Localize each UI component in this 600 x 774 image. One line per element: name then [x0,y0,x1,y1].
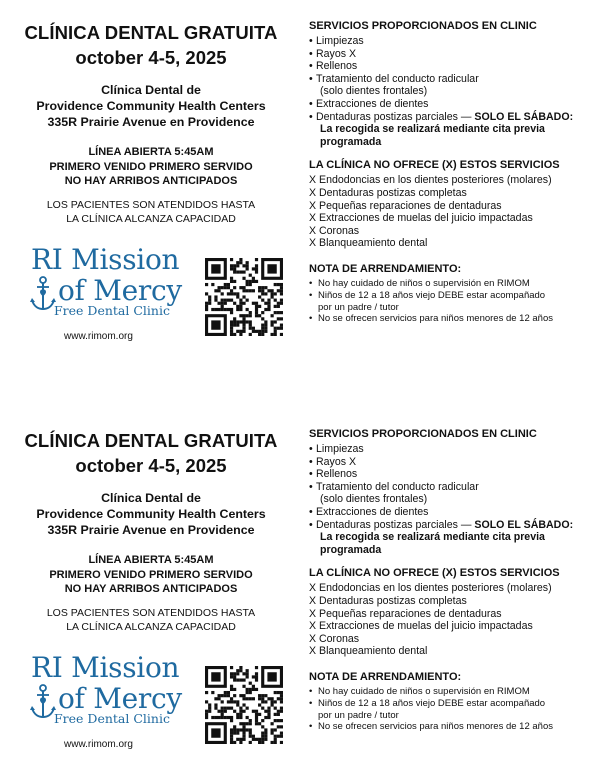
list-item: • Tratamiento del conducto radicular (solo dientes frontales) [309,481,599,506]
address-line: Providence Community Health Centers [36,99,266,113]
list-item: • Rayos X [309,456,599,469]
rimom-logo [28,243,188,321]
list-item: • Dentaduras postizas parciales — SOLO EL SÁBADO: La recogida se realizará mediante cita previa programada [309,111,599,149]
notes-list [309,278,599,325]
clinic-hours [0,553,302,597]
clinic-title: CLÍNICA DENTAL GRATUITA [24,22,278,43]
notes-title: NOTA DE ARRENDAMIENTO: [309,670,462,683]
not-offered-title: LA CLÍNICA NO OFRECE (X) ESTOS SERVICIOS [309,159,560,172]
address-line: 335R Prairie Avenue en Providence [47,115,255,129]
hours-line: PRIMERO VENIDO PRIMERO SERVIDO [49,568,253,581]
list-item: • Extracciones de dientes [309,98,599,111]
not-offered-title: LA CLÍNICA NO OFRECE (X) ESTOS SERVICIOS [309,567,560,580]
list-item: • Niños de 12 a 18 años viejo DEBE estar acompañado por un padre / tutor [309,290,599,314]
services-list [309,35,599,148]
qr-code[interactable] [205,666,283,744]
flyer-left-column [0,0,302,380]
website-link[interactable]: www.rimom.org [64,739,133,750]
list-item: X Extracciones de muelas del juicio impactadas [309,212,533,225]
list-item: • Rellenos [309,60,599,73]
list-item: • No se ofrecen servicios para niños menores de 12 años [309,313,599,325]
list-item: X Endodoncias en los dientes posteriores (molares) [309,174,552,187]
list-item: • Extracciones de dientes [309,506,599,519]
anchor-heart-icon [30,276,56,312]
list-item: • Limpiezas [309,443,599,456]
clinic-date: october 4-5, 2025 [75,455,227,476]
list-item: X Dentaduras postizas completas [309,594,467,607]
list-item: • Niños de 12 a 18 años viejo DEBE estar acompañado por un padre / tutor [309,698,599,722]
website-link[interactable]: www.rimom.org [64,331,133,342]
list-item: X Blanqueamiento dental [309,237,428,250]
list-item: • No hay cuidado de niños o supervisión en RIMOM [309,278,599,290]
capacity-line: LA CLÍNICA ALCANZA CAPACIDAD [66,621,236,633]
list-item: X Pequeñas reparaciones de dentaduras [309,607,502,620]
not-offered-list [309,174,599,250]
address-line: 335R Prairie Avenue en Providence [47,523,255,537]
hours-line: NO HAY ARRIBOS ANTICIPADOS [64,175,238,187]
services-list [309,443,599,556]
logo-line2: of Mercy [58,274,182,307]
clinic-hours [0,145,302,189]
logo-line1: RI Mission [31,243,180,276]
notes-list [309,686,599,733]
list-item: • Rellenos [309,468,599,481]
clinic-title: CLÍNICA DENTAL GRATUITA [24,430,278,451]
clinic-address [0,82,302,130]
not-offered-list [309,582,599,658]
capacity-line: LOS PACIENTES SON ATENDIDOS HASTA [46,199,256,211]
capacity-note [0,606,302,634]
list-item: • Rayos X [309,48,599,61]
capacity-note [0,198,302,226]
hours-line: LÍNEA ABIERTA 5:45AM [88,146,214,158]
address-line: Clínica Dental de [101,83,201,97]
list-item: X Endodoncias en los dientes posteriores (molares) [309,582,552,595]
logo-line3: Free Dental Clinic [54,303,170,318]
logo-line2: of Mercy [58,682,182,715]
list-item: • Dentaduras postizas parciales — SOLO EL SÁBADO: La recogida se realizará mediante cita previa programada [309,519,599,557]
list-item: X Pequeñas reparaciones de dentaduras [309,199,502,212]
list-item: X Coronas [309,224,360,237]
flyer-right-column [309,428,599,733]
address-line: Clínica Dental de [101,491,201,505]
list-item: • No se ofrecen servicios para niños menores de 12 años [309,721,599,733]
capacity-line: LOS PACIENTES SON ATENDIDOS HASTA [46,607,256,619]
flyer-bottom [0,408,600,774]
capacity-line: LA CLÍNICA ALCANZA CAPACIDAD [66,213,236,225]
flyer-right-column [309,20,599,325]
hours-line: NO HAY ARRIBOS ANTICIPADOS [64,583,238,595]
list-item: • Limpiezas [309,35,599,48]
services-title: SERVICIOS PROPORCIONADOS EN CLINIC [309,428,537,440]
anchor-heart-icon [30,684,56,720]
hours-line: PRIMERO VENIDO PRIMERO SERVIDO [49,160,253,173]
list-item: X Blanqueamiento dental [309,645,428,658]
logo-line3: Free Dental Clinic [54,711,170,726]
logo-line1: RI Mission [31,651,180,684]
clinic-address [0,490,302,538]
flyer-left-column [0,408,302,774]
list-item: • No hay cuidado de niños o supervisión en RIMOM [309,686,599,698]
list-item: X Dentaduras postizas completas [309,186,467,199]
rimom-logo [28,651,188,729]
qr-code[interactable] [205,258,283,336]
list-item: • Tratamiento del conducto radicular (solo dientes frontales) [309,73,599,98]
services-title: SERVICIOS PROPORCIONADOS EN CLINIC [309,20,537,32]
address-line: Providence Community Health Centers [36,507,266,521]
list-item: X Extracciones de muelas del juicio impactadas [309,620,533,633]
flyer-top [0,0,600,380]
hours-line: LÍNEA ABIERTA 5:45AM [88,554,214,566]
notes-title: NOTA DE ARRENDAMIENTO: [309,262,462,275]
clinic-date: october 4-5, 2025 [75,47,227,68]
list-item: X Coronas [309,632,360,645]
